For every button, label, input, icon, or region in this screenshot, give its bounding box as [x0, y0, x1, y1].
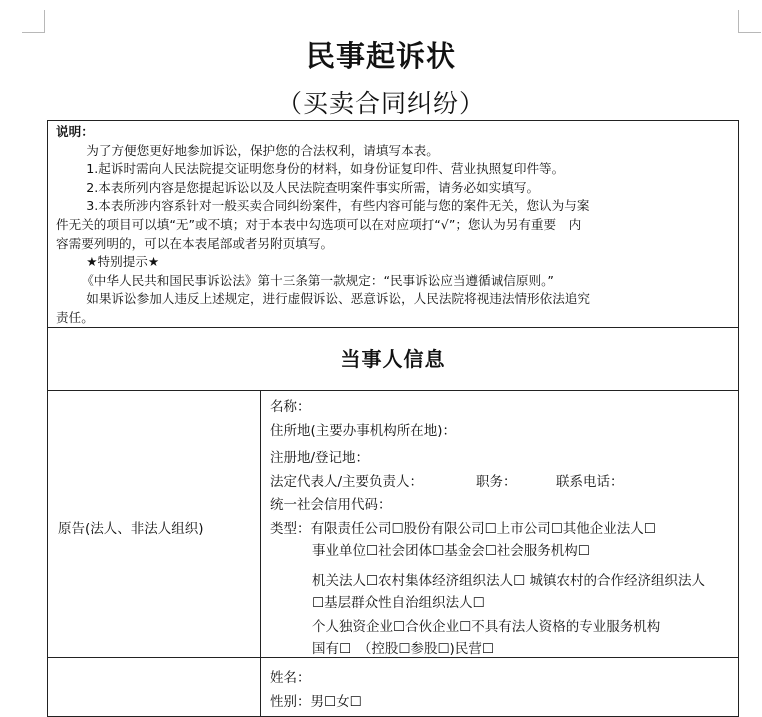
- special-notice-text: 《中华人民共和国民事诉讼法》第十三条第一款规定：“民事诉讼应当遵循诚信原则。”: [81, 272, 554, 288]
- column-divider: [260, 391, 261, 657]
- type-options[interactable]: ☐基层群众性自治组织法人☐: [312, 595, 485, 611]
- legal-representative-field[interactable]: 法定代表人/主要负责人：: [270, 474, 424, 490]
- special-notice-heading: ★特别提示★: [86, 254, 160, 270]
- document-title: 民事起诉状: [305, 39, 456, 73]
- column-divider: [260, 658, 261, 716]
- name-field[interactable]: 名称：: [270, 399, 311, 415]
- instructions-intro: 为了方便您更好地参加诉讼，保护您的合法权利，请填写本表。: [86, 142, 439, 158]
- crop-mark-top-left: [22, 10, 45, 33]
- person-name-field[interactable]: 姓名：: [270, 670, 311, 686]
- type-options[interactable]: 个人独资企业☐合伙企业☐不具有法人资格的专业服务机构: [312, 619, 661, 635]
- credit-code-field[interactable]: 统一社会信用代码：: [270, 497, 392, 513]
- type-options[interactable]: 事业单位☐社会团体☐基金会☐社会服务机构☐: [312, 543, 590, 559]
- document-subtitle: （买卖合同纠纷）: [276, 89, 485, 118]
- phone-field[interactable]: 联系电话：: [556, 474, 624, 490]
- instructions-item-3-cont: 容需要列明的，可以在本表尾部或者另附页填写。: [56, 235, 334, 251]
- special-notice-text: 如果诉讼参加人违反上述规定，进行虚假诉讼、恶意诉讼，人民法院将视违法情形依法追究: [86, 291, 590, 307]
- instructions-item-3: 3.本表所涉内容系针对一般买卖合同纠纷案件，有些内容可能与您的案件无关，您认为与案: [86, 198, 590, 214]
- type-options[interactable]: 国有☐ （控股☐参股☐)民营☐: [312, 641, 494, 657]
- crop-mark-top-right: [738, 10, 761, 33]
- instructions-box: [47, 120, 739, 328]
- next-party-row: [47, 657, 739, 717]
- type-options[interactable]: 机关法人☐农村集体经济组织法人☐ 城镇农村的合作经济组织法人: [312, 573, 705, 589]
- type-options[interactable]: 类型：有限责任公司☐股份有限公司☐上市公司☐其他企业法人☐: [270, 521, 656, 537]
- registration-field[interactable]: 注册地/登记地：: [270, 450, 370, 466]
- instructions-item-2: 2.本表所列内容是您提起诉讼以及人民法院查明案件事实所需，请务必如实填写。: [86, 179, 540, 195]
- instructions-item-3-cont: 件无关的项目可以填“无”或不填；对于本表中勾选项可以在对应项打“√”；您认为另有重要 内: [56, 216, 582, 232]
- section-title: 当事人信息: [47, 327, 739, 391]
- instructions-item-1: 1.起诉时需向人民法院提交证明您身份的材料，如身份证复印件、营业执照复印件等。: [86, 161, 565, 177]
- plaintiff-row: [47, 390, 739, 658]
- plaintiff-label: 原告(法人、非法人组织): [58, 521, 204, 537]
- address-field[interactable]: 住所地(主要办事机构所在地)：: [270, 423, 457, 439]
- special-notice-text: 责任。: [56, 309, 94, 325]
- gender-field[interactable]: 性别：男☐女☐: [270, 694, 362, 710]
- position-field[interactable]: 职务：: [476, 474, 517, 490]
- instructions-heading: 说明：: [56, 124, 94, 139]
